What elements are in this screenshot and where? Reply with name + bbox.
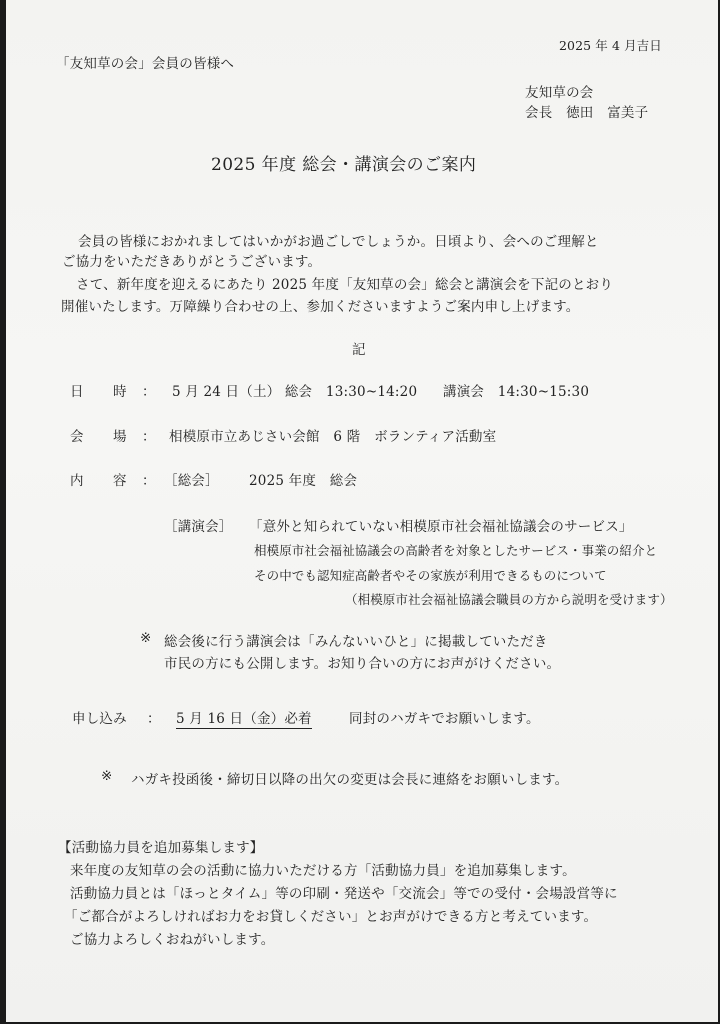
document-title: 2025 年度 総会・講演会のご案内 — [211, 155, 477, 175]
intro-line-3: さて、新年度を迎えるにあたり 2025 年度「友知草の会」総会と講演会を下記のとおり — [76, 277, 614, 293]
note-1-line-1: 総会後に行う講演会は「みんないいひと」に掲載していただき — [164, 634, 548, 650]
kouen-desc-1: 相模原市社会福祉協議会の高齢者を対象としたサービス・事業の紹介と — [254, 543, 658, 558]
kouen-tag: ［講演会］ — [164, 519, 233, 535]
apply-deadline: 5 月 16 日（金）必着 — [176, 707, 312, 729]
recipient-line: 「友知草の会」会員の皆様へ — [56, 56, 235, 72]
kouen-title: 「意外と知られていない相模原市社会福祉協議会のサービス」 — [249, 519, 633, 535]
venue-value: 相模原市立あじさい会館 6 階 ボランティア活動室 — [169, 429, 497, 445]
soukai-value: 2025 年度 総会 — [249, 473, 358, 489]
datetime-value: 5 月 24 日（土） 総会 13:30~14:20 — [172, 384, 418, 400]
organization-name: 友知草の会 — [525, 85, 594, 101]
content-colon: ： — [142, 473, 156, 489]
soukai-tag: ［総会］ — [164, 473, 219, 489]
datetime-label: 日 時 — [70, 384, 135, 400]
intro-line-1: 会員の皆様におかれましてはいかがお過ごしでしょうか。日頃より、会へのご理解と — [78, 234, 599, 250]
apply-method: 同封のハガキでお願いします。 — [349, 711, 540, 727]
recruit-line-4: ご協力よろしくおねがいします。 — [70, 932, 275, 948]
issue-date: 2025 年 4 月吉日 — [559, 38, 662, 53]
apply-label: 申し込み — [72, 711, 127, 727]
ki-heading: 記 — [352, 342, 366, 358]
recruit-heading: 【活動協力員を追加募集します】 — [58, 840, 264, 856]
recruit-line-1: 来年度の友知草の会の活動に協力いただける方「活動協力員」を追加募集します。 — [70, 863, 576, 879]
document-page — [6, 0, 718, 1022]
content-label: 内 容 — [70, 473, 135, 489]
kouen-desc-3: （相模原市社会福祉協議会職員の方から説明を受けます） — [345, 592, 673, 607]
note-2-mark: ※ — [101, 768, 113, 784]
note-1-mark: ※ — [140, 630, 152, 646]
venue-colon: ： — [142, 429, 156, 445]
note-2-text: ハガキ投函後・締切日以降の出欠の変更は会長に連絡をお願いします。 — [131, 772, 569, 788]
venue-label: 会 場 — [70, 429, 135, 445]
kouen-desc-2: その中でも認知症高齢者やその家族が利用できるものについて — [254, 568, 607, 583]
note-1-line-2: 市民の方にも公開します。お知り合いの方にお声がけください。 — [164, 656, 561, 672]
sender-name: 会長 徳田 富美子 — [525, 105, 649, 121]
lecture-time: 講演会 14:30~15:30 — [443, 384, 590, 400]
recruit-line-3: 「ご都合がよろしければお力をお貸しください」とお声がけできる方と考えています。 — [64, 909, 598, 925]
intro-line-2: ご協力をいただきありがとうございます。 — [62, 254, 322, 270]
datetime-colon: ： — [142, 384, 156, 400]
recruit-line-2: 活動協力員とは「ほっとタイム」等の印刷・発送や「交流会」等での受付・会場設営等に — [70, 886, 618, 902]
apply-colon: ： — [147, 711, 161, 727]
intro-line-4: 開催いたします。万障繰り合わせの上、参加くださいますようご案内申し上げます。 — [61, 299, 580, 315]
